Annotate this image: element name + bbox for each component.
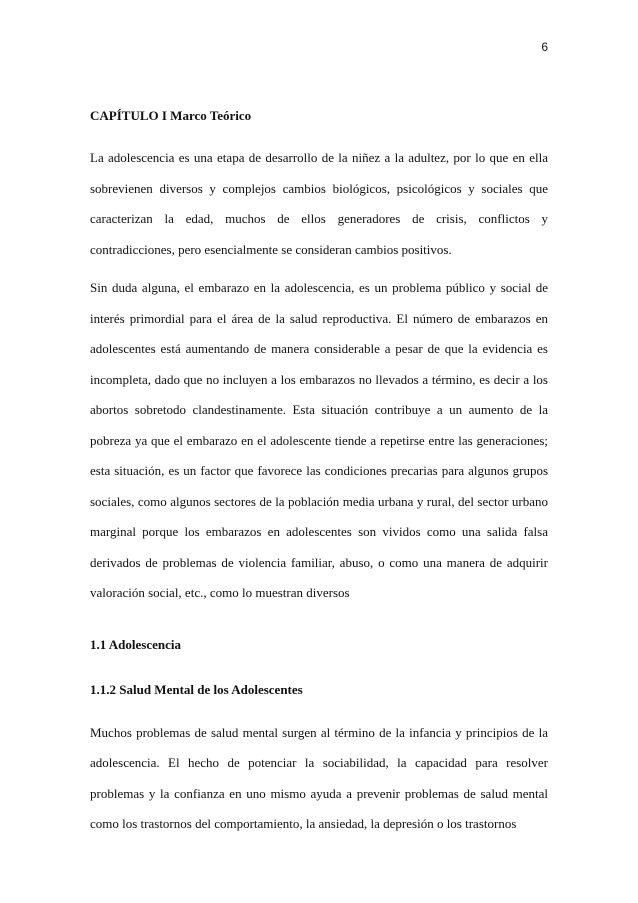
section-heading-salud-mental: 1.1.2 Salud Mental de los Adolescentes — [90, 681, 303, 697]
paragraph-adolescencia-intro: La adolescencia es una etapa de desarrollo de la niñez a la adultez, por lo que en ella sobrevienen diversos y complejos cambios biológicos, psicológicos y sociales que caracterizan la edad, muchos de ellos generadores de crisis, conflictos y contradicciones, pero esencialmente se consideran cambios positivos. — [90, 150, 548, 257]
paragraph-embarazo-adolescencia: Sin duda alguna, el embarazo en la adolescencia, es un problema público y social de interés primordial para el área de la salud reproductiva. El número de embarazos en adolescentes está aumentando de manera considerable a pesar de que la evidencia es incompleta, dado que no incluyen a los embarazos no llevados a término, es decir a los abortos sobretodo clandestinamente. Esta situación contribuye a un aumento de la pobreza ya que el embarazo en el adolescente tiende a repetirse entre las generaciones; esta situación, es un factor que favorece las condiciones precarias para algunos grupos sociales, como algunos sectores de la población media urbana y rural, del sector urbano marginal porque los embarazos en adolescentes son vividos como una salida falsa derivados de problemas de violencia familiar, abuso, o como una manera de adquirir valoración social, etc., como lo muestran diversos — [90, 280, 548, 600]
chapter-heading: CAPÍTULO I Marco Teórico — [90, 108, 252, 123]
document-body — [90, 106, 548, 840]
paragraph-salud-mental: Muchos problemas de salud mental surgen al término de la infancia y principios de la adolescencia. El hecho de potenciar la sociabilidad, la capacidad para resolver problemas y la confianza en uno mismo ayuda a prevenir problemas de salud mental como los trastornos del comportamiento, la ansiedad, la depresión o los trastornos — [90, 724, 548, 831]
section-heading-adolescencia: 1.1 Adolescencia — [90, 636, 181, 652]
page-number: 6 — [541, 40, 548, 54]
